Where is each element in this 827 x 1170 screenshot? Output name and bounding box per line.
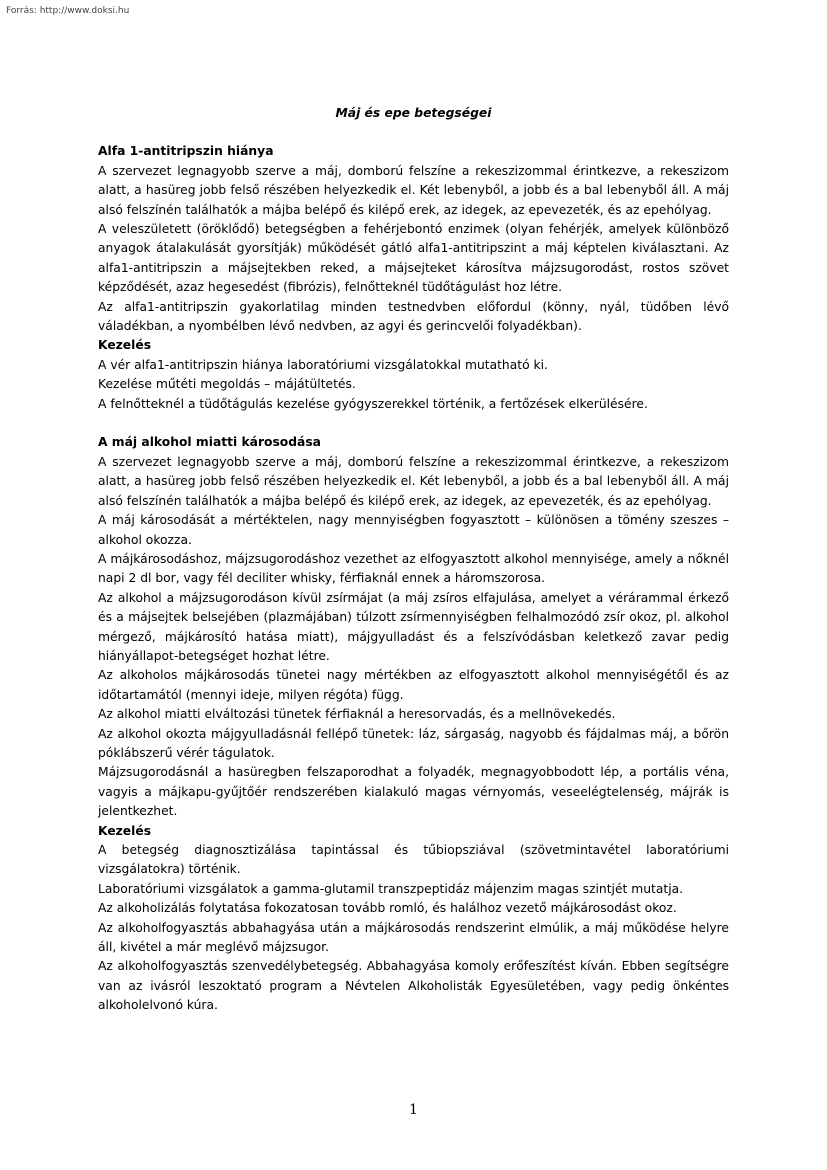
- paragraph: A vér alfa1-antitripszin hiánya laboratóriumi vizsgálatokkal mutatható ki.: [98, 357, 548, 372]
- paragraph: A májkárosodáshoz, májzsugorodáshoz vezethet az elfogyasztott alkohol mennyisége, amely a nőknél napi 2 dl bor, vagy fél deciliter whisky, férfiaknál ennek a háromszorosa.: [98, 551, 729, 586]
- section-heading: A máj alkohol miatti károsodása: [98, 435, 321, 450]
- paragraph: Az alkohol okozta májgyulladásnál fellépő tünetek: láz, sárgaság, nagyobb és fájdalmas máj, a bőrön póklábszerű vérér tágulatok.: [98, 726, 729, 760]
- paragraph: A felnőtteknél a tüdőtágulás kezelése gyógyszerekkel történik, a fertőzések elkerülésére.: [98, 396, 648, 411]
- page-number: 1: [409, 1102, 418, 1118]
- paragraph: Az alkoholos májkárosodás tünetei nagy mértékben az elfogyasztott alkohol mennyiségétől és az időtartamától (mennyi ideje, milyen régóta) függ.: [98, 668, 729, 702]
- paragraph: A betegség diagnosztizálása tapintással és tűbiopsziával (szövetmintavétel laboratóriumi vizsgálatokra) történik.: [98, 843, 729, 877]
- paragraph: Májzsugorodásnál a hasüregben felszaporodhat a folyadék, megnagyobbodott lép, a portális véna, vagyis a májkapu-gyűjtőér rendszerében kialakuló magas vérnyomás, veseelégtelenség, májrák is jelentkezhet.: [98, 765, 729, 819]
- paragraph: Az alkoholfogyasztás abbahagyása után a májkárosodás rendszerint elmúlik, a máj működése helyre áll, kivétel a már meglévő májzsugor.: [98, 920, 729, 955]
- document-body: [98, 104, 729, 1016]
- paragraph: Kezelése műtéti megoldás – májátültetés.: [98, 377, 356, 392]
- paragraph: Az alkoholizálás folytatása fokozatosan tovább romló, és halálhoz vezető májkárosodást okoz.: [98, 901, 677, 916]
- treatment-heading: Kezelés: [98, 823, 152, 838]
- paragraph: A szervezet legnagyobb szerve a máj, domború felszíne a rekeszizommal érintkezve, a rekeszizom alatt, a hasüreg jobb felső részében helyezkedik el. Két lebenyből, a jobb és a bal lebenyből áll. A máj alsó felszínén találhatók a májba belépő és kilépő erek, az idegek, az epevezeték, és az epehólyag.: [98, 454, 729, 508]
- section-alpha1: [98, 142, 729, 414]
- paragraph: A szervezet legnagyobb szerve a máj, domború felszíne a rekeszizommal érintkezve, a rekeszizom alatt, a hasüreg jobb felső részében helyezkedik el. Két lebenyből, a jobb és a bal lebenyből áll. A máj alsó felszínén találhatók a májba belépő és kilépő erek, az idegek, az epevezeték, és az epehólyag.: [98, 163, 729, 217]
- section-heading: Alfa 1-antitripszin hiánya: [98, 144, 274, 159]
- paragraph: Az alkohol miatti elváltozási tünetek férfiaknál a heresorvadás, és a mellnövekedés.: [98, 707, 616, 722]
- paragraph: Az alfa1-antitripszin gyakorlatilag minden testnedvben előfordul (könny, nyál, tüdőben lévő váladékban, a nyombélben lévő nedvben, az agyi és gerincvelői folyadékban).: [98, 299, 729, 334]
- page-title: Máj és epe betegségei: [335, 106, 492, 120]
- paragraph: A máj károsodását a mértéktelen, nagy mennyiségben fogyasztott – különösen a tömény szeszes – alkohol okozza.: [98, 513, 729, 547]
- section-gap: [98, 414, 729, 433]
- paragraph: Az alkoholfogyasztás szenvedélybetegség. Abbahagyása komoly erőfeszítést kíván. Ebben segítségre van az ivásról leszoktató program a Névtelen Alkoholisták Egyesületében, vagy pedig önkéntes alkoholelvonó kúra.: [98, 959, 729, 1013]
- treatment-heading: Kezelés: [98, 338, 152, 353]
- paragraph: Laboratóriumi vizsgálatok a gamma-glutamil transzpeptidáz májenzim magas szintjét mutatja.: [98, 881, 684, 896]
- paragraph: Az alkohol a májzsugorodáson kívül zsírmájat (a máj zsíros elfajulása, amelyet a vérárammal érkező és a májsejtek belsejében (plazmájában) túlzott zsírmennyiségben felhalmozódó zsír okoz, pl. alkohol mérgező, májkárosító hatása miatt), májgyulladást és a felszívódásban keletkező zavar pedig hiányállapot-betegséget hozhat létre.: [98, 590, 729, 663]
- source-url: Forrás: http://www.doksi.hu: [6, 6, 130, 16]
- paragraph: A veleszületett (öröklődő) betegségben a fehérjebontó enzimek (olyan fehérjék, amelyek különböző anyagok átalakulását gyorsítják) működését gátló alfa1-antitripszint a máj képtelen kiválasztani. Az alfa1-antitripszin a májsejtekben reked, a májsejteket károsítva májzsugorodást, rostos szövet képződését, azaz hegesedést (fibrózis), felnőtteknél tüdőtágulást hoz létre.: [98, 222, 729, 295]
- section-alcohol: [98, 433, 729, 1015]
